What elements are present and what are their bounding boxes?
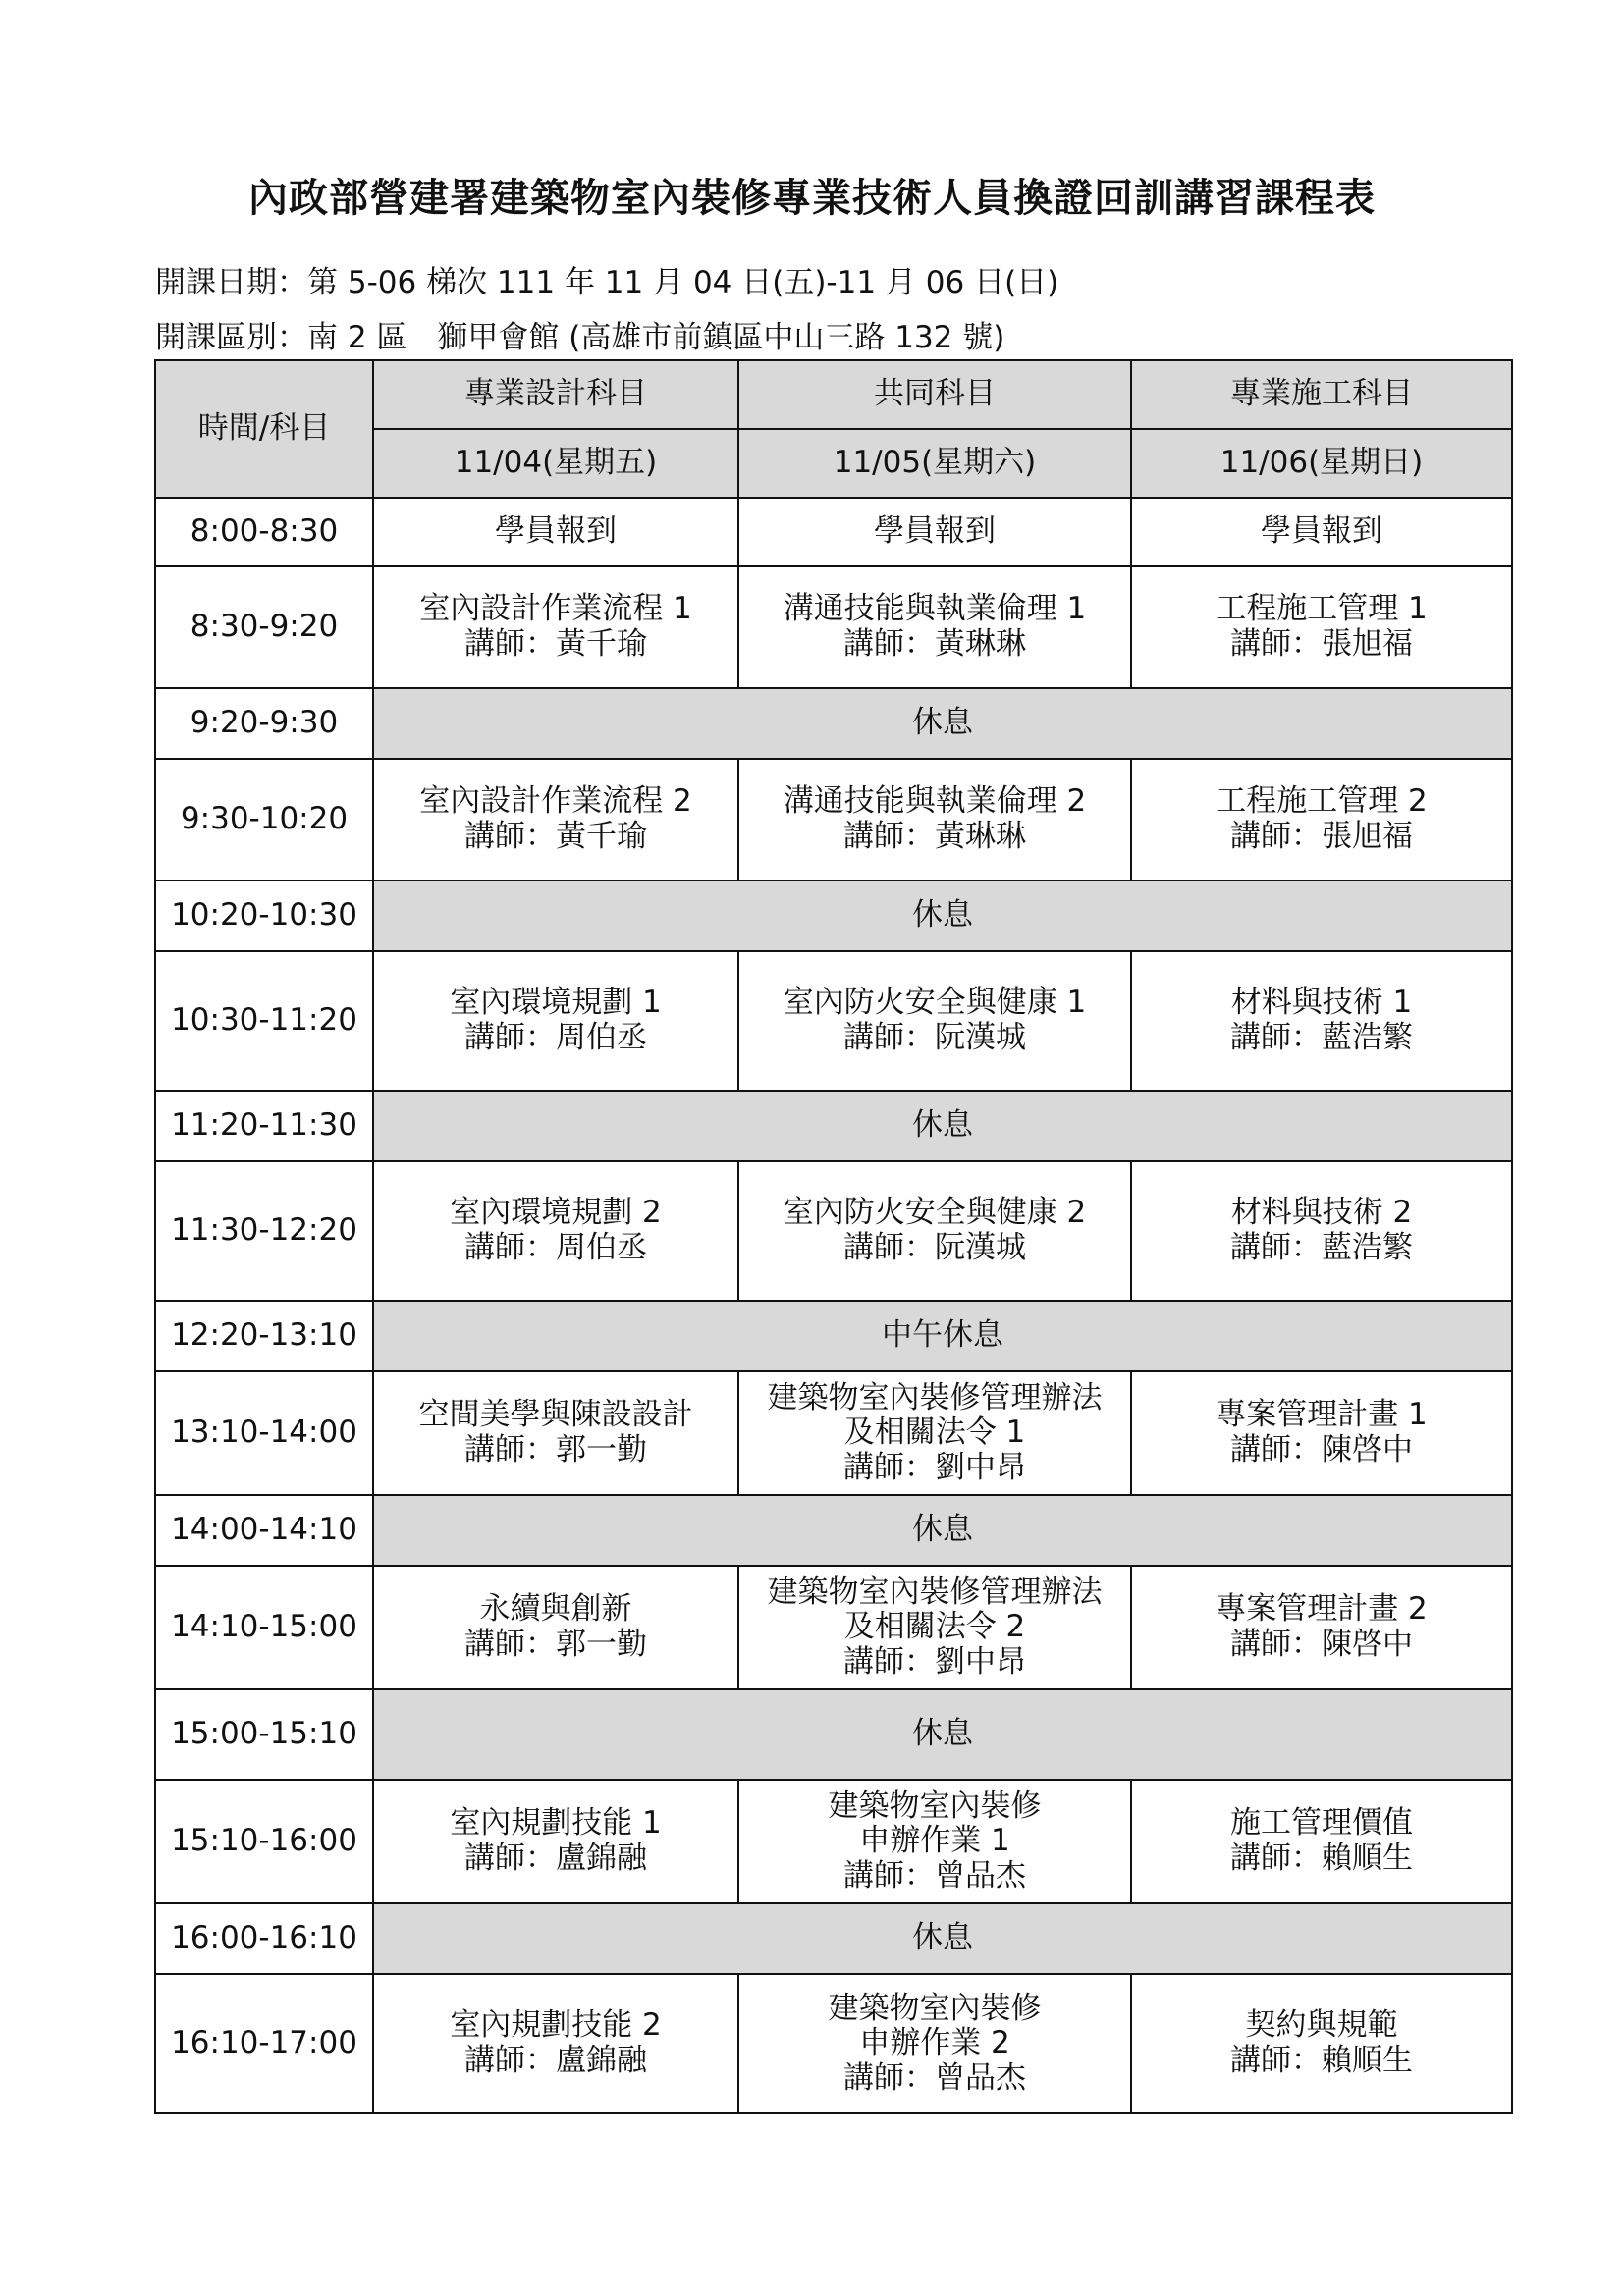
course-cell	[1131, 1371, 1512, 1495]
session-row	[155, 1371, 1512, 1495]
break-cell: 休息	[373, 1689, 1512, 1780]
document-title: 內政部營建署建築物室內裝修專業技術人員換證回訓講習課程表	[248, 176, 1376, 221]
break-row	[155, 1091, 1512, 1161]
instructor-name: 講師：賴順生	[1230, 2043, 1413, 2078]
category-header: 專業施工科目	[1131, 360, 1512, 429]
course-cell	[738, 951, 1131, 1091]
time-slot: 10:20-10:30	[155, 881, 373, 951]
break-row	[155, 688, 1512, 759]
break-row	[155, 1301, 1512, 1371]
date-header: 11/05(星期六)	[738, 429, 1131, 498]
course-name: 室內環境規劃 1	[450, 985, 662, 1021]
time-slot: 9:20-9:30	[155, 688, 373, 759]
course-name: 建築物室內裝修	[828, 1990, 1042, 2026]
course-cell	[738, 1566, 1131, 1689]
break-cell: 中午休息	[373, 1301, 1512, 1371]
session-row	[155, 1780, 1512, 1903]
instructor-name: 講師：劉中昂	[843, 1449, 1026, 1485]
course-name: 溝通技能與執業倫理 2	[783, 783, 1087, 820]
instructor-name: 講師：藍浩繁	[1230, 1020, 1413, 1055]
course-name: 室內設計作業流程 2	[419, 783, 692, 820]
course-cell	[373, 566, 738, 688]
time-slot: 16:10-17:00	[155, 1974, 373, 2113]
course-cell	[738, 566, 1131, 688]
instructor-name: 講師：周伯丞	[464, 1230, 647, 1265]
course-name: 空間美學與陳設設計	[418, 1397, 693, 1433]
course-date-line: 開課日期：第 5-06 梯次 111 年 11 月 04 日(五)-11 月 06 日(日)	[155, 265, 1059, 300]
course-name: 學員報到	[495, 513, 617, 550]
instructor-name: 講師：陳啓中	[1230, 1627, 1413, 1662]
course-cell	[1131, 498, 1512, 566]
course-name: 室內防火安全與健康 1	[783, 985, 1087, 1021]
instructor-name: 講師：張旭福	[1230, 819, 1413, 854]
course-name: 申辦作業 2	[859, 2025, 1010, 2061]
course-name: 永續與創新	[479, 1591, 632, 1628]
course-cell	[738, 1161, 1131, 1301]
course-cell	[738, 1974, 1131, 2113]
instructor-name: 講師：黃千瑜	[464, 626, 647, 662]
course-cell	[373, 951, 738, 1091]
course-cell	[373, 1371, 738, 1495]
course-cell	[1131, 1161, 1512, 1301]
time-slot: 15:00-15:10	[155, 1689, 373, 1780]
course-cell	[738, 1371, 1131, 1495]
date-header: 11/06(星期日)	[1131, 429, 1512, 498]
instructor-name: 講師：藍浩繁	[1230, 1230, 1413, 1265]
instructor-name: 講師：曾品杰	[843, 2059, 1026, 2096]
course-name: 申辦作業 1	[859, 1823, 1010, 1859]
course-name: 專案管理計畫 2	[1216, 1591, 1428, 1628]
schedule-table	[154, 359, 1513, 2114]
course-name: 室內環境規劃 2	[450, 1195, 662, 1231]
course-name: 建築物室內裝修管理辦法	[767, 1379, 1103, 1415]
time-slot: 16:00-16:10	[155, 1903, 373, 1974]
course-name: 建築物室內裝修管理辦法	[767, 1574, 1103, 1610]
instructor-name: 講師：盧錦融	[464, 2043, 647, 2078]
time-slot: 13:10-14:00	[155, 1371, 373, 1495]
schedule-body	[155, 498, 1512, 2113]
course-name: 建築物室內裝修	[828, 1788, 1042, 1824]
date-header: 11/04(星期五)	[373, 429, 738, 498]
course-cell	[738, 759, 1131, 881]
course-name: 室內規劃技能 2	[450, 2007, 662, 2044]
course-name: 材料與技術 1	[1230, 985, 1413, 1021]
course-name: 室內規劃技能 1	[450, 1805, 662, 1842]
instructor-name: 講師：盧錦融	[464, 1841, 647, 1876]
instructor-name: 講師：阮漢城	[843, 1020, 1026, 1055]
break-cell: 休息	[373, 688, 1512, 759]
break-row	[155, 881, 1512, 951]
instructor-name: 講師：黃琳琳	[843, 819, 1026, 854]
course-cell	[373, 1974, 738, 2113]
break-row	[155, 1689, 1512, 1780]
course-name: 及相關法令 1	[843, 1415, 1026, 1451]
course-cell	[1131, 759, 1512, 881]
time-slot: 12:20-13:10	[155, 1301, 373, 1371]
break-row	[155, 1495, 1512, 1566]
time-slot: 10:30-11:20	[155, 951, 373, 1091]
instructor-name: 講師：張旭福	[1230, 626, 1413, 662]
instructor-name: 講師：郭一勤	[464, 1627, 647, 1662]
course-name: 專案管理計畫 1	[1216, 1397, 1428, 1433]
course-cell	[373, 1161, 738, 1301]
category-header: 共同科目	[738, 360, 1131, 429]
session-row	[155, 1161, 1512, 1301]
course-cell	[738, 498, 1131, 566]
course-name: 及相關法令 2	[843, 1609, 1026, 1645]
instructor-name: 講師：賴順生	[1230, 1841, 1413, 1876]
course-location-line: 開課區別：南 2 區 獅甲會館 (高雄市前鎮區中山三路 132 號)	[155, 320, 1005, 355]
course-cell	[373, 759, 738, 881]
instructor-name: 講師：劉中昂	[843, 1643, 1026, 1680]
break-cell: 休息	[373, 1495, 1512, 1566]
course-name: 施工管理價值	[1230, 1805, 1413, 1842]
time-slot: 8:00-8:30	[155, 498, 373, 566]
course-name: 溝通技能與執業倫理 1	[783, 591, 1087, 627]
break-cell: 休息	[373, 881, 1512, 951]
time-slot: 14:10-15:00	[155, 1566, 373, 1689]
instructor-name: 講師：曾品杰	[843, 1857, 1026, 1894]
header-row-categories	[155, 360, 1512, 429]
course-name: 工程施工管理 2	[1216, 783, 1428, 820]
course-name: 室內設計作業流程 1	[419, 591, 692, 627]
course-name: 材料與技術 2	[1230, 1195, 1413, 1231]
course-cell	[1131, 951, 1512, 1091]
course-name: 工程施工管理 1	[1216, 591, 1428, 627]
session-row	[155, 1566, 1512, 1689]
time-slot: 8:30-9:20	[155, 566, 373, 688]
course-name: 契約與規範	[1245, 2007, 1398, 2044]
session-row	[155, 951, 1512, 1091]
session-row	[155, 1974, 1512, 2113]
time-slot: 15:10-16:00	[155, 1780, 373, 1903]
course-name: 學員報到	[1261, 513, 1382, 550]
time-slot: 11:30-12:20	[155, 1161, 373, 1301]
course-cell	[373, 1566, 738, 1689]
course-cell	[1131, 1974, 1512, 2113]
category-header: 專業設計科目	[373, 360, 738, 429]
instructor-name: 講師：黃千瑜	[464, 819, 647, 854]
break-cell: 休息	[373, 1091, 1512, 1161]
course-cell	[1131, 1566, 1512, 1689]
course-cell	[1131, 566, 1512, 688]
course-cell	[373, 1780, 738, 1903]
time-slot: 9:30-10:20	[155, 759, 373, 881]
time-slot: 11:20-11:30	[155, 1091, 373, 1161]
course-name: 學員報到	[874, 513, 996, 550]
schedule-header	[155, 360, 1512, 498]
session-row	[155, 498, 1512, 566]
session-row	[155, 566, 1512, 688]
time-slot: 14:00-14:10	[155, 1495, 373, 1566]
instructor-name: 講師：黃琳琳	[843, 626, 1026, 662]
course-name: 室內防火安全與健康 2	[783, 1195, 1087, 1231]
time-subject-header: 時間/科目	[155, 360, 373, 498]
course-cell	[373, 498, 738, 566]
instructor-name: 講師：郭一勤	[464, 1432, 647, 1468]
course-cell	[738, 1780, 1131, 1903]
session-row	[155, 759, 1512, 881]
break-row	[155, 1903, 1512, 1974]
instructor-name: 講師：陳啓中	[1230, 1432, 1413, 1468]
course-cell	[1131, 1780, 1512, 1903]
instructor-name: 講師：周伯丞	[464, 1020, 647, 1055]
break-cell: 休息	[373, 1903, 1512, 1974]
instructor-name: 講師：阮漢城	[843, 1230, 1026, 1265]
